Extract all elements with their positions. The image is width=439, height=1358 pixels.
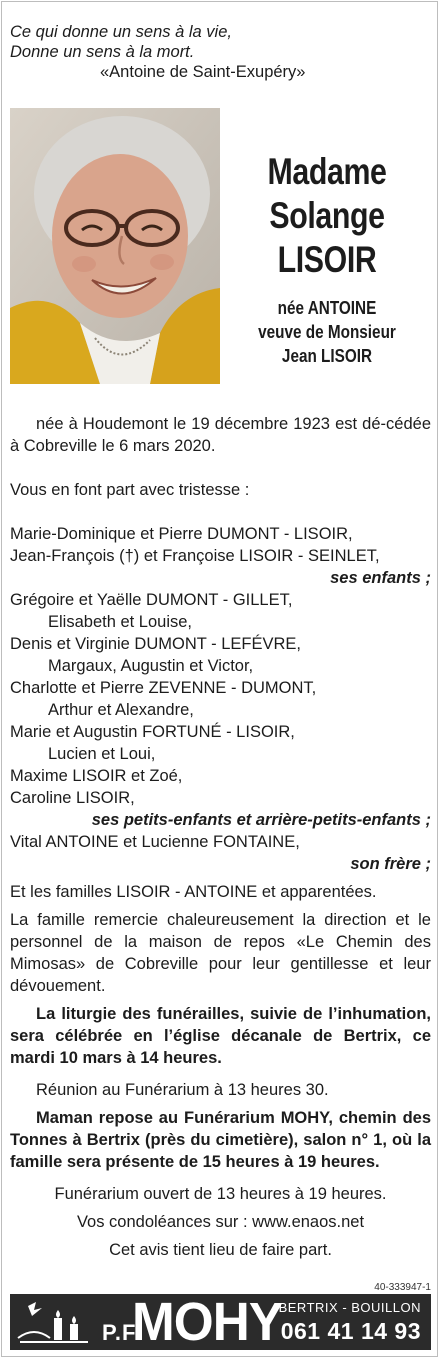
brother-line: Vital ANTOINE et Lucienne FONTAINE, bbox=[10, 833, 300, 851]
portrait-photo bbox=[10, 108, 220, 384]
funerarium-open-line: Funérarium ouvert de 13 heures à 19 heures. bbox=[54, 1185, 387, 1203]
maiden-name: née ANTOINE bbox=[277, 298, 377, 318]
birth-death-text: née à Houdemont le 19 décembre 1923 est dé-cédée à Cobreville le 6 mars 2020. bbox=[10, 415, 431, 455]
children-label: ses enfants ; bbox=[330, 569, 431, 587]
deceased-details bbox=[226, 296, 428, 368]
husband-name: Jean LISOIR bbox=[281, 346, 373, 366]
families-line: Et les familles LISOIR - ANTOINE et apparentées. bbox=[10, 883, 377, 901]
grandchildren-label: ses petits-enfants et arrière-petits-enfants ; bbox=[91, 811, 431, 829]
grandchild-couple-4: Marie et Augustin FORTUNÉ - LISOIR, bbox=[10, 723, 295, 741]
grandchild-extra-1: Maxime LISOIR et Zoé, bbox=[10, 767, 183, 785]
child-line-1: Marie-Dominique et Pierre DUMONT - LISOIR, bbox=[10, 525, 353, 543]
grandchild-kids-4: Lucien et Loui, bbox=[48, 745, 156, 763]
grandchild-kids-1: Elisabeth et Louise, bbox=[48, 613, 193, 631]
meeting-line: Réunion au Funérarium à 13 heures 30. bbox=[36, 1081, 329, 1099]
announce-text: Vous en font part avec tristesse : bbox=[10, 481, 250, 499]
grandchild-kids-3: Arthur et Alexandre, bbox=[48, 701, 194, 719]
deceased-name bbox=[226, 150, 428, 282]
announcement-body bbox=[10, 413, 431, 1261]
dove-candle-logo-icon bbox=[14, 1298, 94, 1346]
quote-line-2: Donne un sens à la mort. bbox=[10, 43, 195, 61]
rest-paragraph: Maman repose au Funérarium MOHY, chemin des Tonnes à Bertrix (près du cimetière), salon n° 1, où la famille sera présente de 15 heures à 19 heures. bbox=[10, 1109, 431, 1171]
deceased-title: Madame bbox=[267, 151, 387, 192]
grandchild-couple-2: Denis et Virginie DUMONT - LEFÉVRE, bbox=[10, 635, 301, 653]
deceased-first-name: Solange bbox=[269, 195, 385, 236]
grandchild-extra-2: Caroline LISOIR, bbox=[10, 789, 135, 807]
quote-line-1: Ce qui donne un sens à la vie, bbox=[10, 23, 232, 41]
deceased-last-name: LISOIR bbox=[277, 239, 377, 280]
liturgy-paragraph: La liturgie des funérailles, suivie de l’inhumation, sera célébrée en l’église décanale de Bertrix, ce mardi 10 mars à 14 heures. bbox=[10, 1005, 431, 1067]
brand-name: MOHY bbox=[132, 1292, 283, 1352]
grandchild-couple-1: Grégoire et Yaëlle DUMONT - GILLET, bbox=[10, 591, 293, 609]
condolences-line: Vos condoléances sur : www.enaos.net bbox=[76, 1213, 365, 1231]
grandchild-kids-2: Margaux, Augustin et Victor, bbox=[48, 657, 254, 675]
funeral-home-banner bbox=[10, 1294, 431, 1350]
reference-number: 40-333947-1 bbox=[374, 1282, 431, 1293]
thanks-paragraph: La famille remercie chaleureusement la direction et le personnel de la maison de repos «Le Chemin des Mimosas» de Cobreville pour leur gentillesse et leur dévouement. bbox=[10, 911, 431, 995]
phone-number: 061 41 14 93 bbox=[280, 1318, 421, 1344]
grandchild-couple-3: Charlotte et Pierre ZEVENNE - DUMONT, bbox=[10, 679, 317, 697]
branch-cities: BERTRIX - BOUILLON bbox=[278, 1300, 421, 1315]
quote-author: «Antoine de Saint-Exupéry» bbox=[100, 63, 306, 81]
brother-label: son frère ; bbox=[350, 855, 431, 873]
widow-of: veuve de Monsieur bbox=[258, 322, 396, 342]
child-line-2: Jean-François (†) et Françoise LISOIR - SEINLET, bbox=[10, 547, 380, 565]
epigraph-quote bbox=[10, 22, 430, 82]
notice-line: Cet avis tient lieu de faire part. bbox=[109, 1241, 332, 1259]
pf-label: P.F. bbox=[102, 1320, 142, 1345]
